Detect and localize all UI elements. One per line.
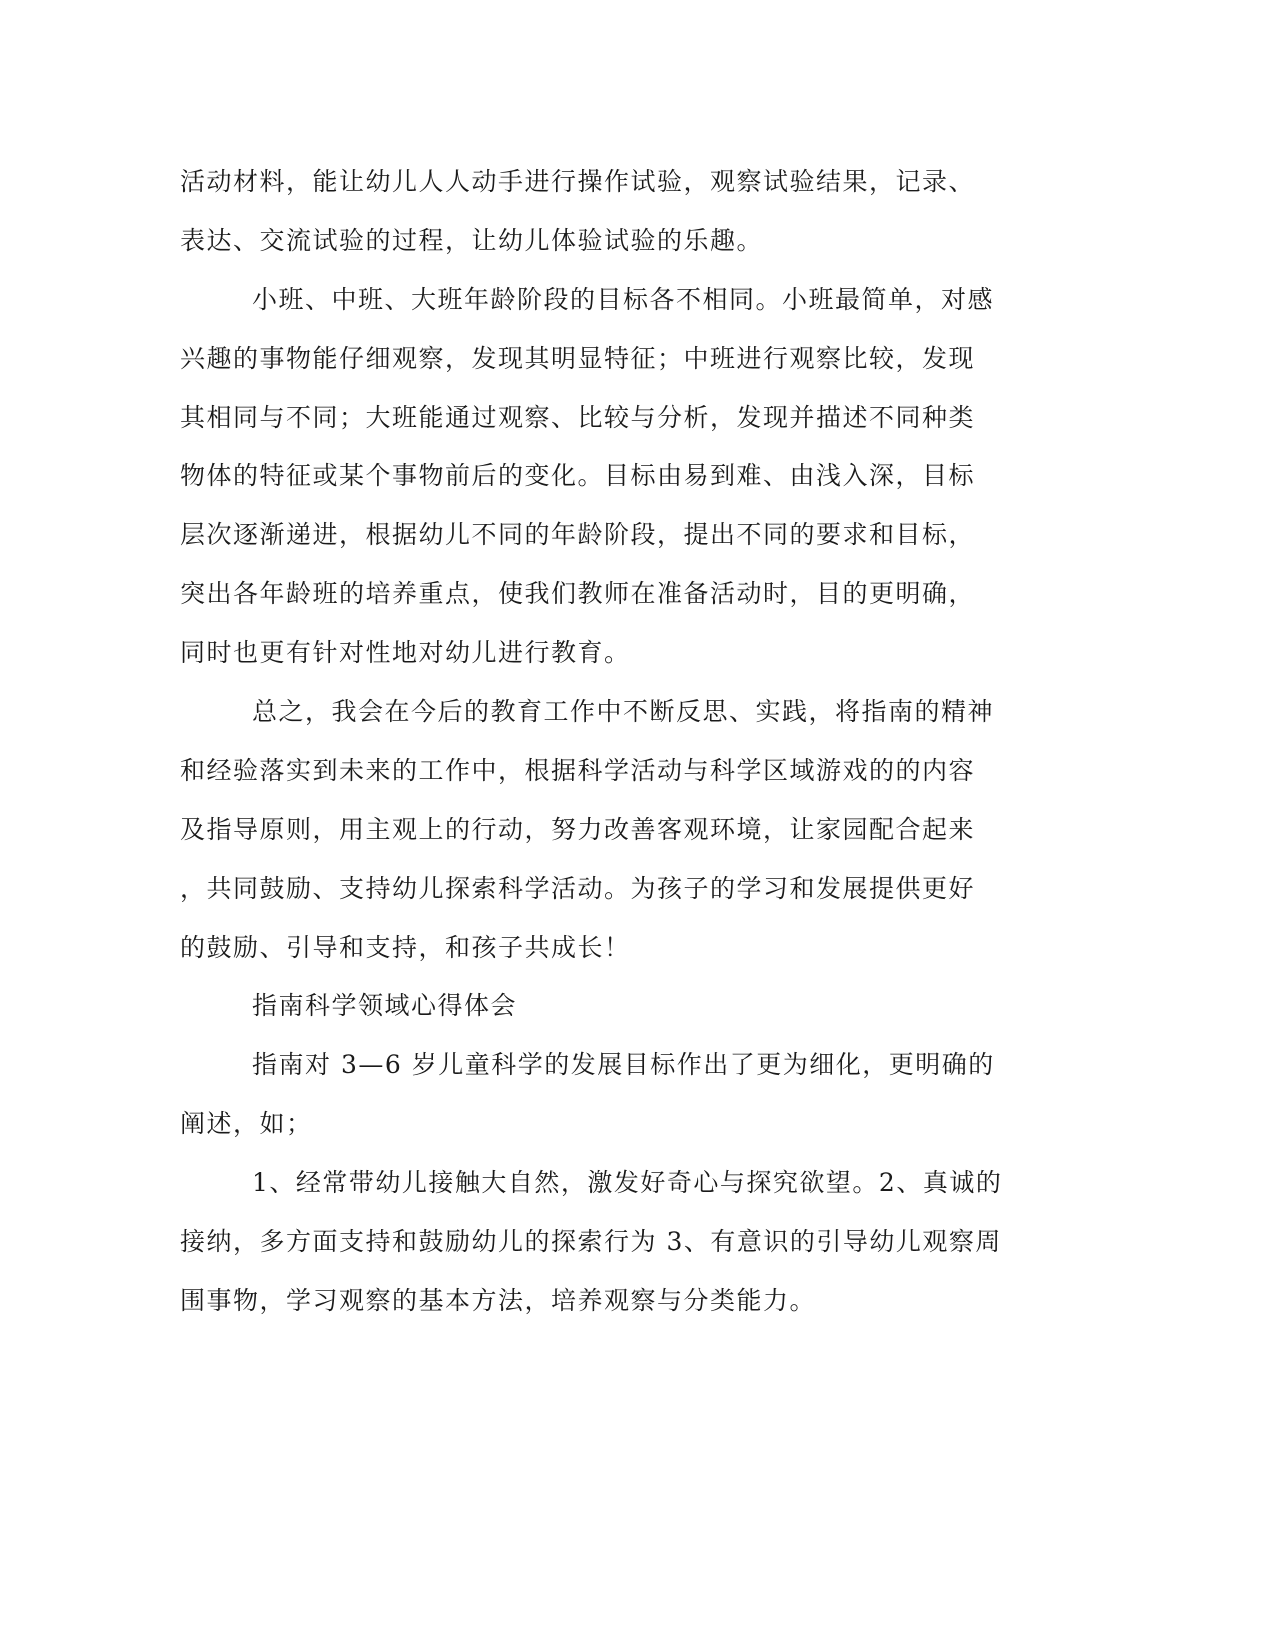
paragraph-first-line: 总之，我会在今后的教育工作中不断反思、实践，将指南的精神: [252, 697, 995, 727]
text-line: 物体的特征或某个事物前后的变化。目标由易到难、由浅入深，目标: [180, 461, 976, 491]
text-line: 同时也更有针对性地对幼儿进行教育。: [180, 638, 631, 668]
paragraph-first-line: 指南对 3—6 岁儿童科学的发展目标作出了更为细化，更明确的: [252, 1050, 995, 1080]
text-line: 层次逐渐递进，根据幼儿不同的年龄阶段，提出不同的要求和目标，: [180, 520, 976, 550]
text-line: 接纳，多方面支持和鼓励幼儿的探索行为 3、有意识的引导幼儿观察周: [180, 1227, 1002, 1257]
paragraph-first-line: 1、经常带幼儿接触大自然，激发好奇心与探究欲望。2、真诚的: [252, 1168, 1003, 1198]
text-line: 其相同与不同；大班能通过观察、比较与分析，发现并描述不同种类: [180, 402, 976, 432]
text-line: 突出各年龄班的培养重点，使我们教师在准备活动时，目的更明确，: [180, 579, 976, 609]
text-line: 兴趣的事物能仔细观察，发现其明显特征；中班进行观察比较，发现: [180, 343, 976, 373]
text-line: 的鼓励、引导和支持，和孩子共成长！: [180, 932, 631, 962]
document-body: [180, 153, 1040, 1331]
text-line: 围事物，学习观察的基本方法，培养观察与分类能力。: [180, 1285, 817, 1315]
text-line: 和经验落实到未来的工作中，根据科学活动与科学区域游戏的的内容: [180, 755, 976, 785]
text-line: 表达、交流试验的过程，让幼儿体验试验的乐趣。: [180, 225, 764, 255]
text-line: ，共同鼓励、支持幼儿探索科学活动。为孩子的学习和发展提供更好: [180, 873, 976, 903]
section-heading: 指南科学领域心得体会: [252, 991, 518, 1021]
text-line: 及指导原则，用主观上的行动，努力改善客观环境，让家园配合起来: [180, 814, 976, 844]
text-line: 活动材料，能让幼儿人人动手进行操作试验，观察试验结果，记录、: [180, 167, 976, 196]
text-line: 阐述，如；: [180, 1109, 313, 1139]
paragraph-first-line: 小班、中班、大班年龄阶段的目标各不相同。小班最简单，对感: [252, 284, 995, 314]
